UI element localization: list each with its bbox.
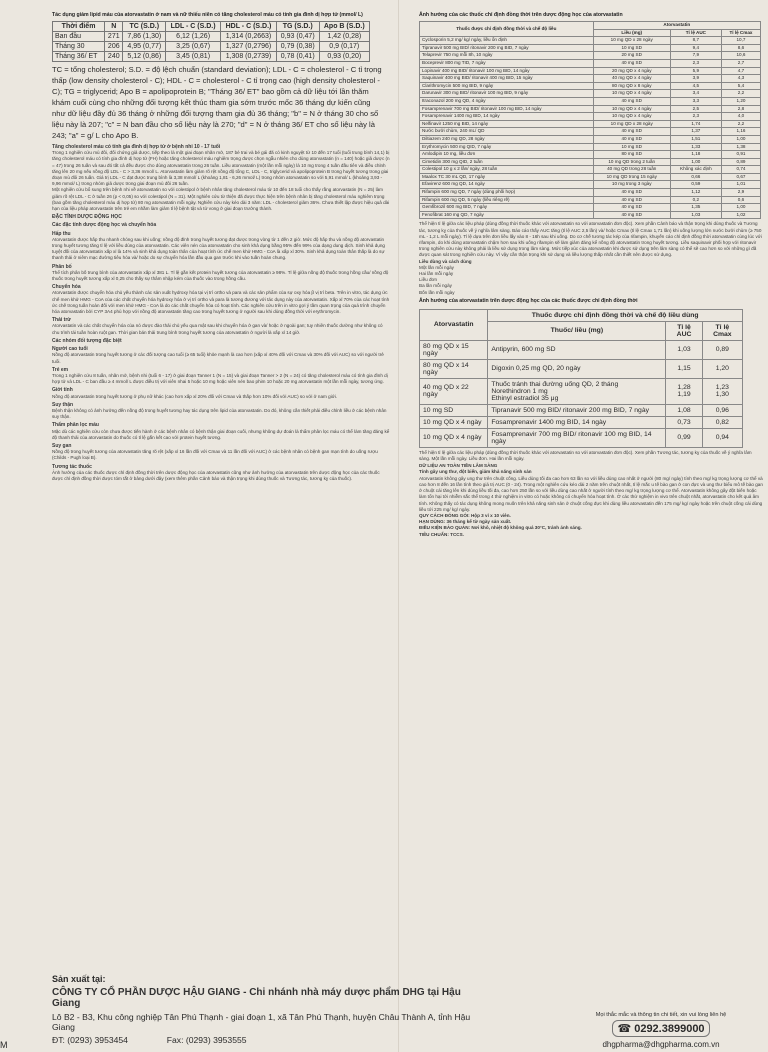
table-cell: Diltiazem 240 mg QD, 28 ngày bbox=[420, 135, 594, 143]
table-cell: Fosamprenavir 1400 mg BID, 14 ngày bbox=[488, 416, 666, 428]
table-row bbox=[420, 90, 761, 98]
table1-title: Tác dụng giảm lipid máu của atorvastatin ở nam và nữ thiếu niên có tăng cholesterol máu có tính gia đình dị hợp tử (mmol/ L) bbox=[52, 12, 363, 18]
table-cell: 10 mg QD x 4 ngày bbox=[593, 105, 670, 113]
metabolism-paragraph: Atorvastatin được chuyển hóa chủ yếu thành các sản xuất hydroxy hóa tại vị trí ortho và para và các sản phẩm của sự oxy hóa β vị trí beta. Trên in vitro, tác dụng ức chế men khử HMG - CoA của các chất chuyển hóa hydroxy hóa ở vị trí ortho và para là tương đương với tác dụng này của atorvastatin. Xấp xỉ 70% của các hoạt tính ức chế trong tuần hoàn đối với men khử HMG - CoA là do các chất chuyển hóa có hoạt tính. Các nghiên cứu trên in vitro gợi ý tầm quan trọng của quá trình chuyển hóa atorvastatin bởi CYP 3A4 phù hợp với nồng độ atorvastatin tăng cao trong huyết tương ở người sau khi dùng đồng thời với erythromycin. bbox=[52, 290, 390, 315]
distribution-heading: Phân bố bbox=[52, 263, 72, 270]
table-cell: 1,00 bbox=[721, 204, 760, 212]
table-row bbox=[420, 196, 761, 204]
table-cell: 7,86 (1,30) bbox=[123, 32, 166, 42]
table-row bbox=[420, 181, 761, 189]
table3-col4-header: Tỉ lệ Cmax bbox=[702, 321, 742, 340]
table-cell: 0,89 bbox=[702, 340, 742, 359]
table-cell: Colestipol 10 g x 2 lần/ ngày, 28 tuần bbox=[420, 166, 594, 174]
table-cell: 0,78 (0,41) bbox=[276, 52, 319, 62]
table-cell: 40 mg SD bbox=[593, 128, 670, 136]
table-cell: 40 mg QD x 22 ngày bbox=[420, 378, 488, 404]
table-row bbox=[420, 67, 761, 75]
company-contact bbox=[52, 1035, 472, 1045]
table-cell: 20 mg SD bbox=[593, 52, 670, 60]
table-cell: 10 mg QD x 4 ngày bbox=[593, 90, 670, 98]
table2-col1-header: Thuốc được chỉ định đồng thời và chế độ liều bbox=[420, 22, 594, 37]
table-row bbox=[420, 189, 761, 197]
table-cell: 1,03 bbox=[666, 340, 702, 359]
table3-header-row-1 bbox=[420, 309, 743, 321]
table1-header-row bbox=[53, 22, 370, 32]
dialysis-paragraph: Mặc dù các nghiên cứu còn chưa được tiến hành ở các bệnh nhân có bệnh thận giai đoạn cuối, nhưng không dự đoán là thẩm phân lọc máu có thể làm tăng đáng kể độ thanh thải của atorvastatin do thuốc có tỉ lệ gắn kết cao với protein huyết tương. bbox=[52, 428, 390, 440]
table-cell: 10 mg QD x 4 ngày bbox=[593, 113, 670, 121]
table-cell: Tháng 36/ ET bbox=[53, 52, 105, 62]
table-cell: 206 bbox=[105, 42, 123, 52]
table-cell: 3,25 (0,67) bbox=[166, 42, 221, 52]
hotline-number bbox=[612, 1020, 709, 1037]
table-cell: Nước bưởi chùm, 240 mL/ QD bbox=[420, 128, 594, 136]
table-cell: 1,327 (0,2796) bbox=[221, 42, 277, 52]
elderly-heading: Người cao tuổi bbox=[52, 346, 88, 353]
table-cell: 1,18 bbox=[670, 151, 721, 159]
table1-header-cell: TG (S.D.) bbox=[276, 22, 319, 32]
pk-heading: ĐẶC TÍNH DƯỢC ĐỘNG HỌC bbox=[52, 214, 122, 221]
table2-header-row-1 bbox=[420, 22, 761, 30]
table-cell: Boceprevir 800 mg TID, 7 ngày bbox=[420, 59, 594, 67]
table-row bbox=[420, 359, 743, 378]
table-cell: 1,308 (0,2739) bbox=[221, 52, 277, 62]
standard-line: TIÊU CHUẨN: TCCS. bbox=[419, 531, 464, 537]
table-cell: 10 mg QD x 4 ngày bbox=[420, 416, 488, 428]
table-row bbox=[420, 428, 743, 447]
table-cell: 3,3 bbox=[670, 97, 721, 105]
company-fax: Fax: (0293) 3953555 bbox=[166, 1035, 247, 1045]
right-column bbox=[398, 0, 768, 1052]
table-row bbox=[420, 204, 761, 212]
table-cell: 10 mg SD bbox=[593, 143, 670, 151]
table-cell: 10 mg SD bbox=[593, 44, 670, 52]
table-cell: 0,74 bbox=[721, 166, 760, 174]
table-row bbox=[420, 173, 761, 181]
table1-header-cell: Apo B (S.D.) bbox=[319, 22, 369, 32]
table-cell: Erythromycin 500 mg QID, 7 ngày bbox=[420, 143, 594, 151]
table-cell: 40 mg SD bbox=[593, 135, 670, 143]
table-cell: 0,94 bbox=[702, 428, 742, 447]
table-row bbox=[420, 151, 761, 159]
table-cell: 1,38 bbox=[721, 143, 760, 151]
table-cell: 8,7 bbox=[670, 37, 721, 45]
table2-title: Ảnh hưởng của các thuốc chỉ định đồng thời trên dược động học của atorvastatin bbox=[419, 12, 623, 18]
atorvastatin-effect-table bbox=[419, 309, 743, 448]
table1-footnote: TC = tổng cholesterol; S.D. = độ lệch chuẩn (standard deviation); LDL - C = cholesterol - C tỉ trọng thấp (low density cholesterol - C); HDL - C = cholesterol - C tỉ trọng cao (high density cholesterol - C); TG = triglycerid; Apo B = apolipoprotein B; "Tháng 36/ ET" bao gồm cả dữ liệu tới lần thăm khám cuối cùng cho những đối tượng kết thúc tham gia sớm trước mốc 36 tháng dự kiến cũng như dữ liệu đầy đủ 36 tháng ở những đối tượng tham gia đủ 36 tháng; "b" = N ở tháng 30 cho số liệu này là 207; "c" = N ban đầu cho số liệu này là 270; "d" = N ở tháng 36/ ET cho số liệu này là 243; "a" = g/ L cho Apo B. bbox=[52, 65, 382, 140]
table-row bbox=[420, 404, 743, 416]
table3-title: Ảnh hưởng của atorvastatin trên dược động học của các thuốc được chỉ định đồng thời bbox=[419, 297, 638, 304]
table-cell: 1,01 bbox=[721, 181, 760, 189]
table-cell: 0,79 (0,38) bbox=[276, 42, 319, 52]
manufacturer-footer bbox=[52, 974, 472, 1045]
table-cell: 1,16 bbox=[721, 128, 760, 136]
table-row bbox=[420, 52, 761, 60]
table-cell: Thuốc tránh thai đường uống QD, 2 tháng Norethindron 1 mg Ethinyl estradiol 35 μg bbox=[488, 378, 666, 404]
table-cell: 0,67 bbox=[721, 173, 760, 181]
table-cell: 1,03 bbox=[670, 211, 721, 219]
table-cell: 0,9 (0,17) bbox=[319, 42, 369, 52]
table-cell: 1,08 bbox=[666, 404, 702, 416]
table-cell: 1,02 bbox=[721, 211, 760, 219]
table-cell: 1,35 bbox=[670, 204, 721, 212]
table-cell: Rifampin 600 mg QD, 7 ngày (dùng phối hợp) bbox=[420, 189, 594, 197]
table1-header-cell: HDL - C (S.D.) bbox=[221, 22, 277, 32]
table-cell: 240 bbox=[105, 52, 123, 62]
renal-heading: Suy thận bbox=[52, 401, 74, 408]
table-cell: 1,20 bbox=[721, 97, 760, 105]
dialysis-heading: Thẩm phân lọc máu bbox=[52, 422, 99, 429]
table-cell: 10 mg QD trong 2 tuần bbox=[593, 158, 670, 166]
table-cell: 0,96 bbox=[702, 404, 742, 416]
table-cell: 80 mg QD x 15 ngày bbox=[420, 340, 488, 359]
table-cell: Tháng 30 bbox=[53, 42, 105, 52]
table-cell: 4,7 bbox=[721, 67, 760, 75]
coadministered-effect-table bbox=[419, 21, 761, 219]
table-row bbox=[420, 340, 743, 359]
table-cell: 1,00 bbox=[670, 158, 721, 166]
table-cell: 1,12 bbox=[670, 189, 721, 197]
table-row bbox=[420, 44, 761, 52]
company-phone: ĐT: (0293) 3953454 bbox=[52, 1035, 128, 1045]
table1-header-cell: N bbox=[105, 22, 123, 32]
table-cell: 40 mg SD bbox=[593, 59, 670, 67]
table-cell: Efavirenz 600 mg QD, 14 ngày bbox=[420, 181, 594, 189]
table-cell: 80 mg QD x 8 ngày bbox=[593, 82, 670, 90]
table-cell: 2,2 bbox=[721, 90, 760, 98]
metabolism-heading: Chuyển hóa bbox=[52, 284, 81, 291]
table-cell: 4,3 bbox=[721, 75, 760, 83]
table-cell: Digoxin 0,25 mg QD, 20 ngày bbox=[488, 359, 666, 378]
table-row bbox=[420, 143, 761, 151]
table-cell: Ban đầu bbox=[53, 32, 105, 42]
table-row bbox=[420, 113, 761, 121]
table-cell: 0,6 bbox=[721, 196, 760, 204]
table1-header-cell: LDL - C (S.D.) bbox=[166, 22, 221, 32]
corner-mark: M bbox=[0, 1040, 8, 1050]
table-cell: Darunavir 300 mg BID/ ritonavir 100 mg BID, 9 ngày bbox=[420, 90, 594, 98]
table-cell: Antipyrin, 600 mg SD bbox=[488, 340, 666, 359]
elderly-paragraph: Nồng độ atorvastatin trong huyết tương ở các đối tượng cao tuổi (≥ 65 tuổi) khỏe mạnh là cao hơn (xấp xỉ 40% đối với Cmax và 30% đối với AUC) so với người trẻ tuổi. bbox=[52, 352, 384, 364]
table-row bbox=[420, 75, 761, 83]
table-cell: Saquinavir 400 mg BID/ ritonavir 400 mg BID, 15 ngày bbox=[420, 75, 594, 83]
absorption-heading: Hấp thu bbox=[52, 230, 71, 237]
table-row bbox=[420, 120, 761, 128]
table3-group-header: Thuốc được chỉ định đồng thời và chế độ liều dùng bbox=[488, 309, 743, 321]
table-cell: 1,00 bbox=[721, 135, 760, 143]
table-cell: Không xác định bbox=[670, 166, 721, 174]
dose-legend-list bbox=[419, 265, 764, 296]
elimination-heading: Thải trừ bbox=[52, 317, 71, 324]
table-row bbox=[53, 52, 370, 62]
left-body-text bbox=[52, 144, 390, 482]
table-cell: 2,7 bbox=[721, 59, 760, 67]
storage-line: ĐIỀU KIỆN BẢO QUẢN: Nơi khô, nhiệt độ không quá 30°C, tránh ánh sáng. bbox=[419, 525, 582, 531]
table-cell: 40 mg SD bbox=[593, 196, 670, 204]
table-cell: 4,95 (0,77) bbox=[123, 42, 166, 52]
table-cell: 10 mg trong 3 ngày bbox=[593, 181, 670, 189]
table-cell: Itraconazol 200 mg QD, 4 ngày bbox=[420, 97, 594, 105]
table1-header-cell: TC (S.D.) bbox=[123, 22, 166, 32]
table1-body bbox=[53, 32, 370, 62]
interactions-paragraph: Ảnh hưởng của các thuốc được chỉ định đồng thời trên dược động học của atorvastatin cũng như ảnh hưởng của atorvastatin trên dược động học của các thuốc được chỉ định đồng thời được tóm tắt ở bảng dưới đây (xem thêm phần Cảnh báo và thận trọng khi dùng thuốc và Tương tác, tương kỵ của thuốc). bbox=[52, 469, 380, 481]
table-row bbox=[420, 416, 743, 428]
table3-col2-header: Thuốc/ liều (mg) bbox=[488, 321, 666, 340]
table-cell: 1,51 bbox=[670, 135, 721, 143]
table-cell: 271 bbox=[105, 32, 123, 42]
contact-box bbox=[586, 1012, 736, 1049]
table2-notes: Thể hiện tỉ lệ giữa các liệu pháp (dùng đồng thời thuốc khác với atorvastatin so với atorvastatin đơn độc). Xem phần Cảnh báo và thận trọng khi dùng thuốc và Tương tác, tương kỵ của thuốc về ý nghĩa lâm sàng. Báo cáo thấy AUC tăng (tỉ lệ AUC 2,5 lần) và/ hoặc Cmax (tỉ lệ Cmax 1,71 lần) khi uống lượng lớn nước bưởi chùm (≥ 750 mL - 1,2 L mỗi ngày). Tỉ lệ dựa trên đơn liều lấy vào 8 - 16h sau khi uống. Do cơ chế tương tác kép của rifampin, khuyến cáo chỉ định đồng thời atorvastatin cùng lúc với rifampin, do khi dùng atorvastatin chậm hơn sau khi uống rifampin sẽ làm giảm đáng kể nồng độ atorvastatin trong huyết tương. Liều saquinavir phối hợp với ritonavir trong nghiên cứu này không phải là liều sử dụng trong lâm sàng. Mức tiếp xúc của atorvastatin khi được sử dụng trên lâm sàng có thể sẽ cao hơn so với những gì đã được quan sát trong nghiên cứu này. Vì vậy cần thận trọng khi sử dụng và liều lượng thấp nhất cần thiết nên được sử dụng. bbox=[419, 221, 762, 258]
table-cell: 80 mg SD bbox=[593, 151, 670, 159]
children-paragraph: Trong 1 nghiên cứu 8 tuần, nhãn mở, bệnh nhi (tuổi 6 - 17) ở giai đoạn Tanner 1 (N = 15) và giai đoạn Tanner > 2 (N = 24) có tăng cholesterol máu có tính gia đình dị hợp tử và LDL - C ban đầu ≥ 4 mmol/ L được điều trị với viên nhai 5 hoặc 10 mg hoặc viên nén bao phim 10 hoặc 20 mg atorvastatin một lần mỗi ngày, tương ứng. bbox=[52, 372, 388, 385]
table-cell: Tipranavir 500 mg BID/ ritonavir 200 mg BID, 7 ngày bbox=[488, 404, 666, 416]
table-cell: 10,7 bbox=[721, 37, 760, 45]
pediatric-heading: Tăng cholesterol máu có tính gia đình dị hợp tử ở bệnh nhi 10 - 17 tuổi bbox=[52, 144, 221, 150]
table-cell: 8,6 bbox=[721, 44, 760, 52]
table-cell: Cyclosporin 5,2 mg/ kg/ ngày, liều ổn định bbox=[420, 37, 594, 45]
contact-note: Mọi thắc mắc và thông tin chi tiết, xin vui lòng liên hệ bbox=[595, 1012, 727, 1018]
table-cell: 2,2 bbox=[721, 120, 760, 128]
table-row bbox=[420, 378, 743, 404]
gender-heading: Giới tính bbox=[52, 387, 73, 394]
table3-col1-header: Atorvastatin bbox=[420, 309, 488, 340]
table2-body bbox=[420, 37, 761, 219]
table-row bbox=[420, 128, 761, 136]
table2-col3-header: Tỉ lệ AUC bbox=[670, 29, 721, 37]
table-cell: 2,3 bbox=[670, 59, 721, 67]
hepatic-heading: Suy gan bbox=[52, 442, 72, 449]
table-cell: Gemfibrozil 600 mg BID, 7 ngày bbox=[420, 204, 594, 212]
table-cell: Telaprevir 750 mg mỗi 8h, 10 ngày bbox=[420, 52, 594, 60]
table-cell: 0,66 bbox=[670, 173, 721, 181]
table-cell: 10,6 bbox=[721, 52, 760, 60]
company-name: CÔNG TY CỔ PHẦN DƯỢC HẬU GIANG - Chi nhánh nhà máy dược phẩm DHG tại Hậu Giang bbox=[52, 987, 461, 1009]
table-cell: 4,0 bbox=[721, 113, 760, 121]
made-by-label: Sản xuất tại: bbox=[52, 974, 106, 984]
distribution-paragraph: Thể tích phân bố trung bình của atorvastatin xấp xỉ 381 L. Tỉ lệ gắn kết protein huyết tương của atorvastatin ≥ 98%. Tỉ lệ giữa nồng độ thuốc trong hồng cầu/ nồng độ thuốc trong huyết tương xấp xỉ 0,25 cho thấy sự thâm nhập kém của thuốc vào trong hồng cầu. bbox=[52, 269, 389, 282]
table-cell: 1,42 (0,28) bbox=[319, 32, 369, 42]
table-cell: 5,9 bbox=[670, 67, 721, 75]
table2-col4-header: Tỉ lệ Cmax bbox=[721, 29, 760, 37]
table-cell: Nelfinavir 1250 mg BID, 14 ngày bbox=[420, 120, 594, 128]
table-cell: Fosamprenavir 1400 mg BID, 14 ngày bbox=[420, 113, 594, 121]
table-cell: 10 mg QD trong 15 ngày bbox=[593, 173, 670, 181]
table-cell: Rifampin 600 mg QD, 5 ngày (liều riêng rẽ) bbox=[420, 196, 594, 204]
table-cell: 1,314 (0,2663) bbox=[221, 32, 277, 42]
safety-heading: DỮ LIỆU AN TOÀN TIỀN LÂM SÀNG bbox=[419, 463, 498, 469]
table-cell: 9,4 bbox=[670, 44, 721, 52]
table-cell: Fosamprenavir 700 mg BID/ ritonavir 100 mg BID, 14 ngày bbox=[420, 105, 594, 113]
table-cell: 10 mg QD x 28 ngày bbox=[593, 37, 670, 45]
table2-col2-header: Liều (mg) bbox=[593, 29, 670, 37]
table-cell: 80 mg QD x 14 ngày bbox=[420, 359, 488, 378]
table-cell: 5,4 bbox=[721, 82, 760, 90]
table-cell: Tipranavir 500 mg BID/ ritonavir 200 mg BID, 7 ngày bbox=[420, 44, 594, 52]
table-cell: 1,37 bbox=[670, 128, 721, 136]
table-cell: 0,93 (0,20) bbox=[319, 52, 369, 62]
table-row bbox=[420, 211, 761, 219]
table-cell: Clarithromycin 500 mg BID, 9 ngày bbox=[420, 82, 594, 90]
absorption-paragraph: Atorvastatin được hấp thu nhanh chóng sau khi uống; nồng độ đỉnh trong huyết tương đạt được trong vòng từ 1 đến 2 giờ. Mức độ hấp thu và nồng độ atorvastatin trong huyết tương tăng tỉ lệ với liều dùng của atorvastatin. Các viên nén của atorvastatin cho sinh khả dụng bằng 95% đến 99% của dạng dung dịch. Sinh khả dụng tuyệt đối của atorvastatin xấp xỉ là 14% và sinh khả dụng toàn thân của hoạt tính ức chế men khử HMG - CoA là xấp xỉ 30%. Sinh khả dụng toàn thân thấp là do sự thanh thải ở niêm mạc đường tiêu hóa và/ hoặc do sự chuyển hóa lần đầu qua gan trước khi vào tuần hoàn chung. bbox=[52, 236, 385, 261]
interactions-heading: Tương tác thuốc bbox=[52, 463, 92, 470]
table-cell: 40 mg SD bbox=[593, 204, 670, 212]
table-cell: 3,9 bbox=[670, 75, 721, 83]
table-row bbox=[53, 42, 370, 52]
table-cell: 0,91 bbox=[721, 151, 760, 159]
dose-legend-item: Liều đơn bbox=[419, 277, 438, 283]
table-cell: 10 mg SD bbox=[420, 404, 488, 416]
email-address: dhgpharma@dhgpharma.com.vn bbox=[602, 1039, 720, 1049]
table1-header-cell: Thời điểm bbox=[53, 22, 105, 32]
table-row bbox=[420, 135, 761, 143]
table-cell: Fenofibrat 160 mg QD, 7 ngày bbox=[420, 211, 594, 219]
table-cell: 1,23 1,30 bbox=[702, 378, 742, 404]
table-cell: Cimetidin 300 mg QID, 2 tuần bbox=[420, 158, 594, 166]
table-cell: 0,2 bbox=[670, 196, 721, 204]
hotline-value: 0292.3899000 bbox=[634, 1022, 705, 1035]
table3-body bbox=[420, 340, 743, 447]
table-cell: 40 mg SD bbox=[593, 211, 670, 219]
table-row bbox=[420, 166, 761, 174]
elimination-paragraph: Atorvastatin và các chất chuyển hóa của nó được đào thải chủ yếu qua mật sau khi chuyển hóa ở gan và/ hoặc ở ngoài gan; tuy nhiên thuốc dường như không có chu trình tái tuần hoàn ruột gan. Thời gian bán thải trung bình trong huyết tương của atorvastatin ở người là xấp xỉ 14 giờ. bbox=[52, 323, 383, 335]
table-cell: 10 mg QD x 28 ngày bbox=[593, 120, 670, 128]
table-cell: 20 mg QD x 4 ngày bbox=[593, 67, 670, 75]
dose-legend-item: Một lần mỗi ngày bbox=[419, 264, 454, 270]
table-cell: 0,89 bbox=[721, 158, 760, 166]
company-address: Lô B2 - B3, Khu công nghiệp Tân Phú Thạnh - giai đoạn 1, xã Tân Phú Thạnh, huyện Châu Thành A, tỉnh Hậu Giang bbox=[52, 1012, 471, 1032]
table-row bbox=[420, 105, 761, 113]
shelf-life-line: HẠN DÙNG: 36 tháng kể từ ngày sản xuất. bbox=[419, 519, 512, 525]
table-cell: 1,33 bbox=[670, 143, 721, 151]
table-cell: 40 mg SD bbox=[593, 189, 670, 197]
table-row bbox=[420, 97, 761, 105]
gender-paragraph: Nồng độ atorvastatin trong huyết tương ở phụ nữ khác (cao hơn xấp xỉ 20% đối với Cmax và thấp hơn 10% đối với AUC) so với ở nam giới. bbox=[52, 393, 338, 399]
table-cell: Lopinavir 400 mg BID/ ritonavir 100 mg BID, 14 ngày bbox=[420, 67, 594, 75]
table-cell: 4,5 bbox=[670, 82, 721, 90]
table-cell: 6,12 (1,26) bbox=[166, 32, 221, 42]
table-cell: 0,73 bbox=[666, 416, 702, 428]
table-cell: 2,5 bbox=[670, 105, 721, 113]
table-cell: Maalox TC 30 mL QD, 17 ngày bbox=[420, 173, 594, 181]
dose-legend-item: Bốn lần mỗi ngày bbox=[419, 289, 455, 295]
table2-group-header: Atorvastatin bbox=[593, 22, 760, 30]
table-cell: 2,3 bbox=[670, 113, 721, 121]
table-row bbox=[420, 82, 761, 90]
table-row bbox=[53, 32, 370, 42]
table-cell: 1,74 bbox=[670, 120, 721, 128]
pediatric-paragraph-2: Một nghiên cứu bổ sung trên bệnh nhi về atorvastatin so với colestipol ở bệnh nhân tăng cholesterol máu từ 10 đến 18 tuổi cho thấy rằng atorvastatin (N = 25) làm giảm rõ rệt LDL - C ở tuần 26 (p < 0,05) so với colestipol (N = 31). Một nghiên cứu từ thiện đã được thực hiện trên bệnh nhân bị tăng cholesterol máu nghiêm trọng (bao gồm tăng cholesterol máu dị hợp tử) 80 mg atorvastatin mỗi ngày. Nghiên cứu này kéo dài 3 năm: LDL - cholesterol giảm 36%. Chưa thiết lập được hiệu quả dài hạn của liệu pháp atorvastatin trên trẻ em nhằm làm giảm tỉ lệ bệnh tật và tử vong ở giai đoạn trưởng thành. bbox=[52, 187, 390, 212]
table-cell: 3,45 (0,81) bbox=[166, 52, 221, 62]
table-cell: 3,4 bbox=[670, 90, 721, 98]
dose-legend-item: Ba lần mỗi ngày bbox=[419, 283, 452, 289]
table-row bbox=[420, 37, 761, 45]
table-cell: 2,9 bbox=[721, 189, 760, 197]
lipid-effect-table bbox=[52, 21, 370, 62]
table-cell: 0,99 bbox=[666, 428, 702, 447]
table3-col3-header: Tỉ lệ AUC bbox=[666, 321, 702, 340]
pediatric-paragraph: Trong 1 nghiên cứu mù đôi, đối chứng giả dược, tiếp theo là một giai đoạn nhãn mở, 187 bé trai và bé gái đã có kinh nguyệt từ 10 đến 17 tuổi (tuổi trung bình 14,1) bị tăng cholesterol máu có tính gia đình dị hợp tử (FH) hoặc tăng cholesterol máu nghiêm trọng được chọn ngẫu nhiên cho dùng atorvastatin (n = 140) hoặc giả dược (n = 47) trong 26 tuần và sau đó tất cả đều được cho dùng atorvastatin trong 26 tuần. Liều atorvastatin (một lần mỗi ngày) là 10 mg trong 4 tuần đầu tiên và điều chỉnh tăng lên 20 mg nếu nồng độ LDL - C > 3,36 mmol/ L. Atorvastatin làm giảm rõ rệt nồng độ tổng C, LDL - C, triglycerid và apolipoprotein B trong huyết tương trong giai đoạn mù đôi 26 tuần. Giá trị LDL - C đạt được trung bình là 3,38 mmol/ L (khoảng 1,81 - 6,26 mmol/ L) trong nhóm atorvastatin so với 5,91 mmol/ L (khoảng 3,93 - 9,96 mmol/ L) trong nhóm giả dược trong giai đoạn mù đôi 26 tuần. bbox=[52, 150, 390, 187]
packaging-line: QUY CÁCH ĐÓNG GÓI: Hộp 3 vỉ x 10 viên. bbox=[419, 512, 511, 518]
phone-icon: ☎ bbox=[617, 1022, 632, 1035]
table-cell: 40 mg SD bbox=[593, 97, 670, 105]
table-cell: Amlodipin 10 mg, liều đơn bbox=[420, 151, 594, 159]
table-row bbox=[420, 59, 761, 67]
table-cell: 1,28 1,19 bbox=[666, 378, 702, 404]
renal-paragraph: Bệnh thận không có ảnh hưởng đến nồng độ trong huyết tương hay tác dụng trên lipid của atorvastatin. Do đó, không cần thiết phải điều chỉnh liều ở các bệnh nhân suy thận. bbox=[52, 407, 387, 420]
dose-legend-item: Hai lần mỗi ngày bbox=[419, 271, 454, 277]
table-cell: 5,12 (0,86) bbox=[123, 52, 166, 62]
table-cell: Fosamprenavir 700 mg BID/ ritonavir 100 mg BID, 14 ngày bbox=[488, 428, 666, 447]
table-cell: 7,9 bbox=[670, 52, 721, 60]
table-cell: 0,59 bbox=[670, 181, 721, 189]
table-cell: 2,8 bbox=[721, 105, 760, 113]
special-groups-heading: Các nhóm đối tượng đặc biệt bbox=[52, 337, 122, 344]
table-row bbox=[420, 158, 761, 166]
safety-subheading: Tính gây ung thư, đột biến, giảm khả năng sinh sản bbox=[419, 469, 532, 475]
table-cell: 10 mg QD x 4 ngày bbox=[420, 428, 488, 447]
table-cell: 1,15 bbox=[666, 359, 702, 378]
table-cell: 40 mg QD trong 28 tuần bbox=[593, 166, 670, 174]
table3-notes: Thể hiện tỉ lệ giữa các liệu pháp (dùng đồng thời thuốc khác với atorvastatin so với atorvastatin đơn độc). Xem phần Tương tác, tương kỵ của thuốc về ý nghĩa lâm sàng. Một lần mỗi ngày. Liều đơn. Hai lần mỗi ngày. bbox=[419, 449, 752, 462]
table-cell: 40 mg QD x 4 ngày bbox=[593, 75, 670, 83]
table-cell: 1,20 bbox=[702, 359, 742, 378]
dose-legend-heading: Liều dùng và cách dùng bbox=[419, 258, 472, 264]
table-cell: 0,82 bbox=[702, 416, 742, 428]
pk-subheading: Các đặc tính dược động học và chuyển hóa bbox=[52, 222, 157, 229]
children-heading: Trẻ em bbox=[52, 366, 69, 373]
table-cell: 0,93 (0,47) bbox=[276, 32, 319, 42]
safety-paragraph: Atorvastatin không gây ung thư trên chuột cống. Liều dùng tối đa cao hơn 63 lần so với liều dùng cao nhất ở người (80 mg/ ngày) tính theo mg/ kg trọng lượng cơ thể và cao hơn 8 đến 16 lần tính theo giá trị AUC (0 - 24). Trong một nghiên cứu kéo dài 2 năm trên chuột nhắt, tỉ lệ mắc u tế bào gan ở con đực và ung thư biểu mô tế bào gan ở chuột cái tăng lên khi dùng liều tối đa, cao hơn 250 lần so với liều dùng cao nhất ở người tính theo mg/ kg trọng lượng cơ thể. Atorvastatin không gây đột biến hoặc làm tổn hại tới nhiễm sắc thể trong 4 thử nghiệm in vitro có hoặc không có chuyển hóa hoạt tính. Ở các thử nghiệm in vivo trên chuột nhắt, atorvastatin cho kết quả âm tính. Không thấy có tác dụng không mong muốn trên khả năng sinh sản ở chuột cống đực khi dùng liều atorvastatin đến 175 mg/ kg/ ngày hoặc trên chuột cống cái dùng liều tới 225 mg/ kg/ ngày. bbox=[419, 475, 763, 512]
hepatic-paragraph: Nồng độ trong huyết tương của atorvastatin tăng rõ rệt (xấp xỉ 16 lần đối với Cmax và 11 lần đối với AUC) ở các bệnh nhân có bệnh gan mạn tính do uống rượu (Childs - Pugh loại B). bbox=[52, 449, 378, 461]
